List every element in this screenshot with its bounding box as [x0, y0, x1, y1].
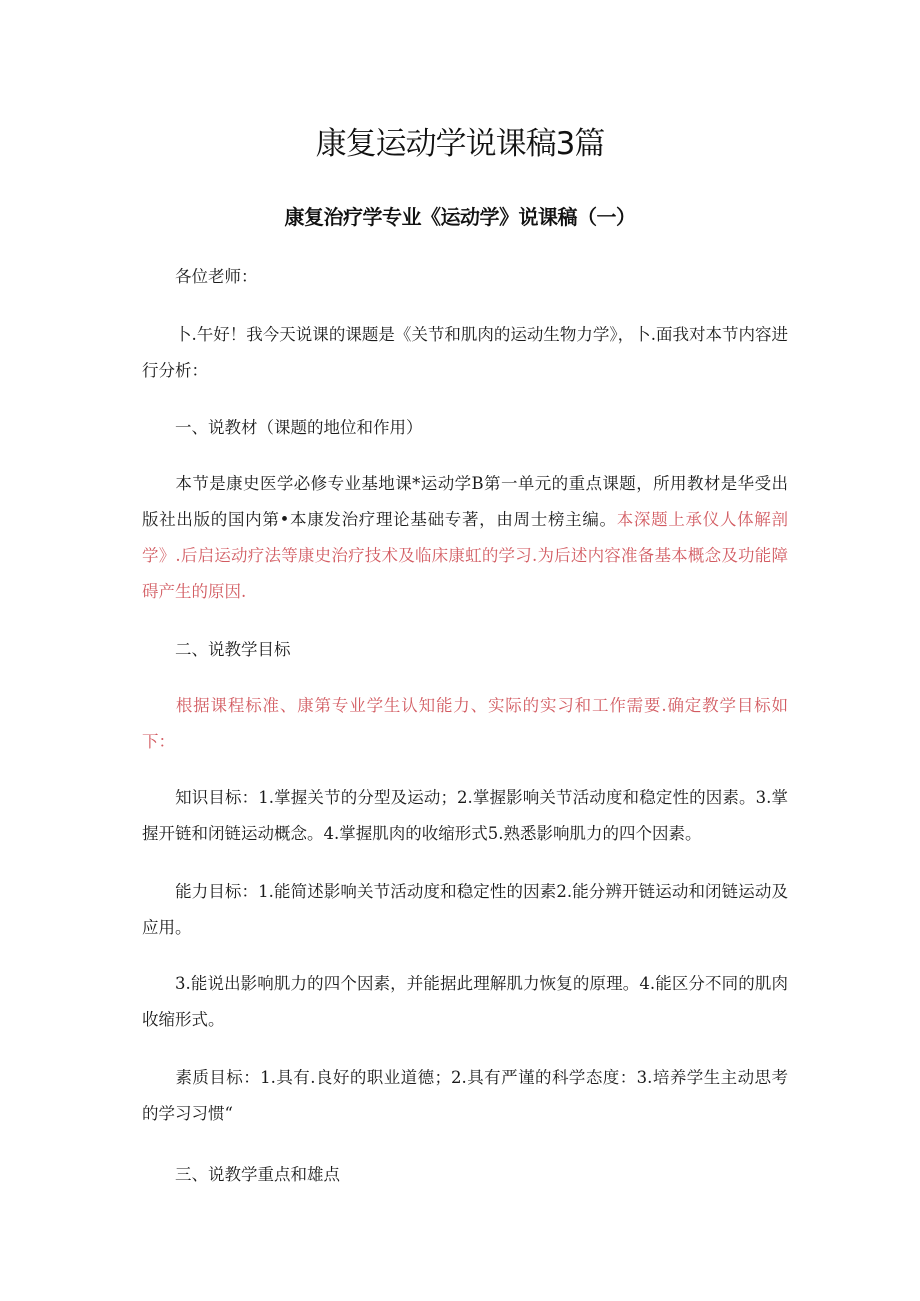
- section2-heading-text: 二、说教学目标: [175, 640, 291, 659]
- greeting-text: 各位老师：: [175, 267, 258, 286]
- section1-body: [142, 466, 788, 610]
- intro-text: 卜.午好！我今天说课的课题是《关节和肌肉的运动生物力学》，卜.面我对本节内容进行分析：: [142, 325, 788, 380]
- section2-intro-text: 根据课程标准、康第专业学生认知能力、实际的实习和工作需要.确定教学目标如下：: [142, 696, 788, 751]
- section2-intro: [142, 688, 788, 760]
- section1-heading-text: 一、说教材（课题的地位和作用）: [175, 418, 423, 437]
- ability-goal-cont-text: 3.能说出影响肌力的四个因素，并能据此理解肌力恢复的原理。4.能区分不同的肌肉收缩形式。: [142, 974, 788, 1029]
- document-subtitle: 康复治疗学专业《运动学》说课稿（一）: [284, 205, 636, 229]
- intro-paragraph: [142, 317, 788, 389]
- ability-goal-text: 能力目标：1.能简述影响关节活动度和稳定性的因素2.能分辨开链运动和闭链运动及应用。: [142, 882, 788, 937]
- section1-heading: [142, 410, 788, 446]
- section1-body-red: 本深题上承仪人体解剖学》.后启运动疗法等康史治疗技术及临床康虹的学习.为后述内容准备基本概念及功能障碍产生的原因.: [142, 510, 789, 601]
- section3-heading: [142, 1157, 788, 1193]
- ability-goal-continued: [142, 966, 788, 1038]
- quality-goal-text: 素质目标：1.具有.良好的职业道德；2.具有严谨的科学态度：3.培养学生主动思考的学习习惯“: [142, 1068, 788, 1123]
- section2-heading: [142, 632, 788, 668]
- quality-goal: [142, 1060, 788, 1132]
- greeting: [142, 259, 788, 295]
- document-title: 康复运动学说课稿3篇: [315, 126, 605, 162]
- ability-goal: [142, 874, 788, 946]
- section3-heading-text: 三、说教学重点和雄点: [175, 1165, 340, 1184]
- section1-body-black: 本节是康史医学必修专业基地课*运动学B第一单元的重点课题，所用教材是华受出版社出版的国内第•本康发治疗理论基础专著，由周士榜主编。: [142, 474, 788, 529]
- knowledge-goal: [142, 780, 788, 852]
- knowledge-goal-text: 知识目标：1.掌握关节的分型及运动；2.掌握影响关节活动度和稳定性的因素。3.掌握开链和闭链运动概念。4.掌握肌肉的收缩形式5.熟悉影响肌力的四个因素。: [142, 788, 788, 843]
